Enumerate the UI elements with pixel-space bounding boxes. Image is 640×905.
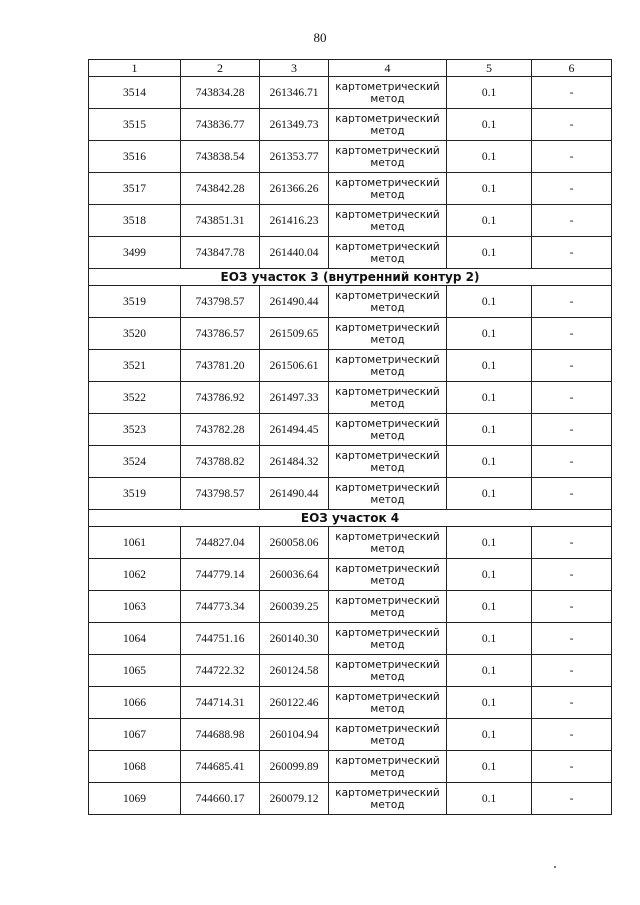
- description-cell: -: [532, 719, 612, 751]
- point-number-cell: 3519: [89, 286, 181, 318]
- table-row: [89, 623, 612, 655]
- x-coordinate-cell: 744773.34: [181, 591, 260, 623]
- point-number-cell: 3514: [89, 77, 181, 109]
- table-row: [89, 318, 612, 350]
- y-coordinate-cell: 261509.65: [260, 318, 329, 350]
- method-cell: картометрический метод: [329, 751, 447, 783]
- accuracy-cell: 0.1: [447, 205, 532, 237]
- description-cell: -: [532, 687, 612, 719]
- point-number-cell: 3521: [89, 350, 181, 382]
- point-number-cell: 3519: [89, 478, 181, 510]
- accuracy-cell: 0.1: [447, 141, 532, 173]
- y-coordinate-cell: 260140.30: [260, 623, 329, 655]
- x-coordinate-cell: 743847.78: [181, 237, 260, 269]
- x-coordinate-cell: 743798.57: [181, 478, 260, 510]
- y-coordinate-cell: 260036.64: [260, 559, 329, 591]
- table-row: [89, 109, 612, 141]
- method-cell: картометрический метод: [329, 237, 447, 269]
- y-coordinate-cell: 260079.12: [260, 783, 329, 815]
- point-number-cell: 3524: [89, 446, 181, 478]
- description-cell: -: [532, 623, 612, 655]
- x-coordinate-cell: 743798.57: [181, 286, 260, 318]
- description-cell: -: [532, 141, 612, 173]
- table-row: [89, 350, 612, 382]
- description-cell: -: [532, 414, 612, 446]
- point-number-cell: 3518: [89, 205, 181, 237]
- point-number-cell: 3522: [89, 382, 181, 414]
- x-coordinate-cell: 743788.82: [181, 446, 260, 478]
- x-coordinate-cell: 743786.92: [181, 382, 260, 414]
- page-number: 80: [313, 30, 327, 45]
- table-row: [89, 591, 612, 623]
- accuracy-cell: 0.1: [447, 109, 532, 141]
- x-coordinate-cell: 744660.17: [181, 783, 260, 815]
- column-header: 6: [532, 60, 612, 77]
- y-coordinate-cell: 261353.77: [260, 141, 329, 173]
- section-header-row: [89, 510, 612, 527]
- table-row: [89, 205, 612, 237]
- point-number-cell: 3515: [89, 109, 181, 141]
- method-cell: картометрический метод: [329, 623, 447, 655]
- y-coordinate-cell: 261416.23: [260, 205, 329, 237]
- x-coordinate-cell: 743842.28: [181, 173, 260, 205]
- x-coordinate-cell: 743851.31: [181, 205, 260, 237]
- table-row: [89, 655, 612, 687]
- section-title: ЕОЗ участок 3 (внутренний контур 2): [89, 269, 612, 286]
- description-cell: -: [532, 655, 612, 687]
- column-header: 2: [181, 60, 260, 77]
- description-cell: -: [532, 77, 612, 109]
- y-coordinate-cell: 261490.44: [260, 478, 329, 510]
- method-cell: картометрический метод: [329, 350, 447, 382]
- y-coordinate-cell: 261346.71: [260, 77, 329, 109]
- table-row: [89, 783, 612, 815]
- accuracy-cell: 0.1: [447, 751, 532, 783]
- point-number-cell: 3499: [89, 237, 181, 269]
- point-number-cell: 1066: [89, 687, 181, 719]
- description-cell: -: [532, 382, 612, 414]
- accuracy-cell: 0.1: [447, 687, 532, 719]
- description-cell: -: [532, 318, 612, 350]
- table-row: [89, 751, 612, 783]
- accuracy-cell: 0.1: [447, 173, 532, 205]
- method-cell: картометрический метод: [329, 141, 447, 173]
- method-cell: картометрический метод: [329, 77, 447, 109]
- method-cell: картометрический метод: [329, 478, 447, 510]
- description-cell: -: [532, 446, 612, 478]
- method-cell: картометрический метод: [329, 286, 447, 318]
- section-title: ЕОЗ участок 4: [89, 510, 612, 527]
- table-row: [89, 77, 612, 109]
- scan-speck: [554, 866, 556, 868]
- table-row: [89, 446, 612, 478]
- table-header-row: [89, 60, 612, 77]
- accuracy-cell: 0.1: [447, 623, 532, 655]
- method-cell: картометрический метод: [329, 318, 447, 350]
- description-cell: -: [532, 559, 612, 591]
- table-row: [89, 414, 612, 446]
- accuracy-cell: 0.1: [447, 719, 532, 751]
- accuracy-cell: 0.1: [447, 446, 532, 478]
- y-coordinate-cell: 261366.26: [260, 173, 329, 205]
- x-coordinate-cell: 743781.20: [181, 350, 260, 382]
- method-cell: картометрический метод: [329, 414, 447, 446]
- description-cell: -: [532, 591, 612, 623]
- x-coordinate-cell: 744688.98: [181, 719, 260, 751]
- y-coordinate-cell: 260099.89: [260, 751, 329, 783]
- x-coordinate-cell: 744779.14: [181, 559, 260, 591]
- method-cell: картометрический метод: [329, 687, 447, 719]
- x-coordinate-cell: 744714.31: [181, 687, 260, 719]
- table-row: [89, 286, 612, 318]
- x-coordinate-cell: 743838.54: [181, 141, 260, 173]
- method-cell: картометрический метод: [329, 655, 447, 687]
- y-coordinate-cell: 261440.04: [260, 237, 329, 269]
- y-coordinate-cell: 261490.44: [260, 286, 329, 318]
- x-coordinate-cell: 744722.32: [181, 655, 260, 687]
- point-number-cell: 1069: [89, 783, 181, 815]
- table-row: [89, 687, 612, 719]
- method-cell: картометрический метод: [329, 719, 447, 751]
- point-number-cell: 3516: [89, 141, 181, 173]
- table-row: [89, 719, 612, 751]
- accuracy-cell: 0.1: [447, 237, 532, 269]
- x-coordinate-cell: 744827.04: [181, 527, 260, 559]
- y-coordinate-cell: 261506.61: [260, 350, 329, 382]
- y-coordinate-cell: 260058.06: [260, 527, 329, 559]
- accuracy-cell: 0.1: [447, 655, 532, 687]
- x-coordinate-cell: 744685.41: [181, 751, 260, 783]
- accuracy-cell: 0.1: [447, 350, 532, 382]
- method-cell: картометрический метод: [329, 382, 447, 414]
- method-cell: картометрический метод: [329, 109, 447, 141]
- point-number-cell: 3520: [89, 318, 181, 350]
- y-coordinate-cell: 260104.94: [260, 719, 329, 751]
- accuracy-cell: 0.1: [447, 286, 532, 318]
- accuracy-cell: 0.1: [447, 318, 532, 350]
- description-cell: -: [532, 237, 612, 269]
- point-number-cell: 1067: [89, 719, 181, 751]
- x-coordinate-cell: 743786.57: [181, 318, 260, 350]
- method-cell: картометрический метод: [329, 173, 447, 205]
- y-coordinate-cell: 261349.73: [260, 109, 329, 141]
- x-coordinate-cell: 743836.77: [181, 109, 260, 141]
- point-number-cell: 1063: [89, 591, 181, 623]
- method-cell: картометрический метод: [329, 446, 447, 478]
- description-cell: -: [532, 783, 612, 815]
- y-coordinate-cell: 261494.45: [260, 414, 329, 446]
- accuracy-cell: 0.1: [447, 478, 532, 510]
- column-header: 4: [329, 60, 447, 77]
- point-number-cell: 1068: [89, 751, 181, 783]
- column-header: 5: [447, 60, 532, 77]
- y-coordinate-cell: 261484.32: [260, 446, 329, 478]
- y-coordinate-cell: 260039.25: [260, 591, 329, 623]
- x-coordinate-cell: 744751.16: [181, 623, 260, 655]
- description-cell: -: [532, 286, 612, 318]
- accuracy-cell: 0.1: [447, 382, 532, 414]
- description-cell: -: [532, 527, 612, 559]
- column-header: 3: [260, 60, 329, 77]
- description-cell: -: [532, 751, 612, 783]
- table-row: [89, 559, 612, 591]
- point-number-cell: 3517: [89, 173, 181, 205]
- x-coordinate-cell: 743834.28: [181, 77, 260, 109]
- table-row: [89, 173, 612, 205]
- point-number-cell: 1061: [89, 527, 181, 559]
- accuracy-cell: 0.1: [447, 559, 532, 591]
- description-cell: -: [532, 205, 612, 237]
- y-coordinate-cell: 260124.58: [260, 655, 329, 687]
- method-cell: картометрический метод: [329, 591, 447, 623]
- accuracy-cell: 0.1: [447, 591, 532, 623]
- point-number-cell: 1064: [89, 623, 181, 655]
- table-row: [89, 141, 612, 173]
- method-cell: картометрический метод: [329, 559, 447, 591]
- table-body: [89, 77, 612, 815]
- y-coordinate-cell: 261497.33: [260, 382, 329, 414]
- accuracy-cell: 0.1: [447, 77, 532, 109]
- accuracy-cell: 0.1: [447, 527, 532, 559]
- coordinates-table: [88, 59, 612, 815]
- method-cell: картометрический метод: [329, 205, 447, 237]
- description-cell: -: [532, 173, 612, 205]
- method-cell: картометрический метод: [329, 527, 447, 559]
- point-number-cell: 1062: [89, 559, 181, 591]
- section-header-row: [89, 269, 612, 286]
- accuracy-cell: 0.1: [447, 783, 532, 815]
- method-cell: картометрический метод: [329, 783, 447, 815]
- description-cell: -: [532, 478, 612, 510]
- point-number-cell: 3523: [89, 414, 181, 446]
- description-cell: -: [532, 350, 612, 382]
- point-number-cell: 1065: [89, 655, 181, 687]
- table-row: [89, 382, 612, 414]
- description-cell: -: [532, 109, 612, 141]
- x-coordinate-cell: 743782.28: [181, 414, 260, 446]
- table-row: [89, 527, 612, 559]
- table-row: [89, 237, 612, 269]
- column-header: 1: [89, 60, 181, 77]
- accuracy-cell: 0.1: [447, 414, 532, 446]
- table-row: [89, 478, 612, 510]
- y-coordinate-cell: 260122.46: [260, 687, 329, 719]
